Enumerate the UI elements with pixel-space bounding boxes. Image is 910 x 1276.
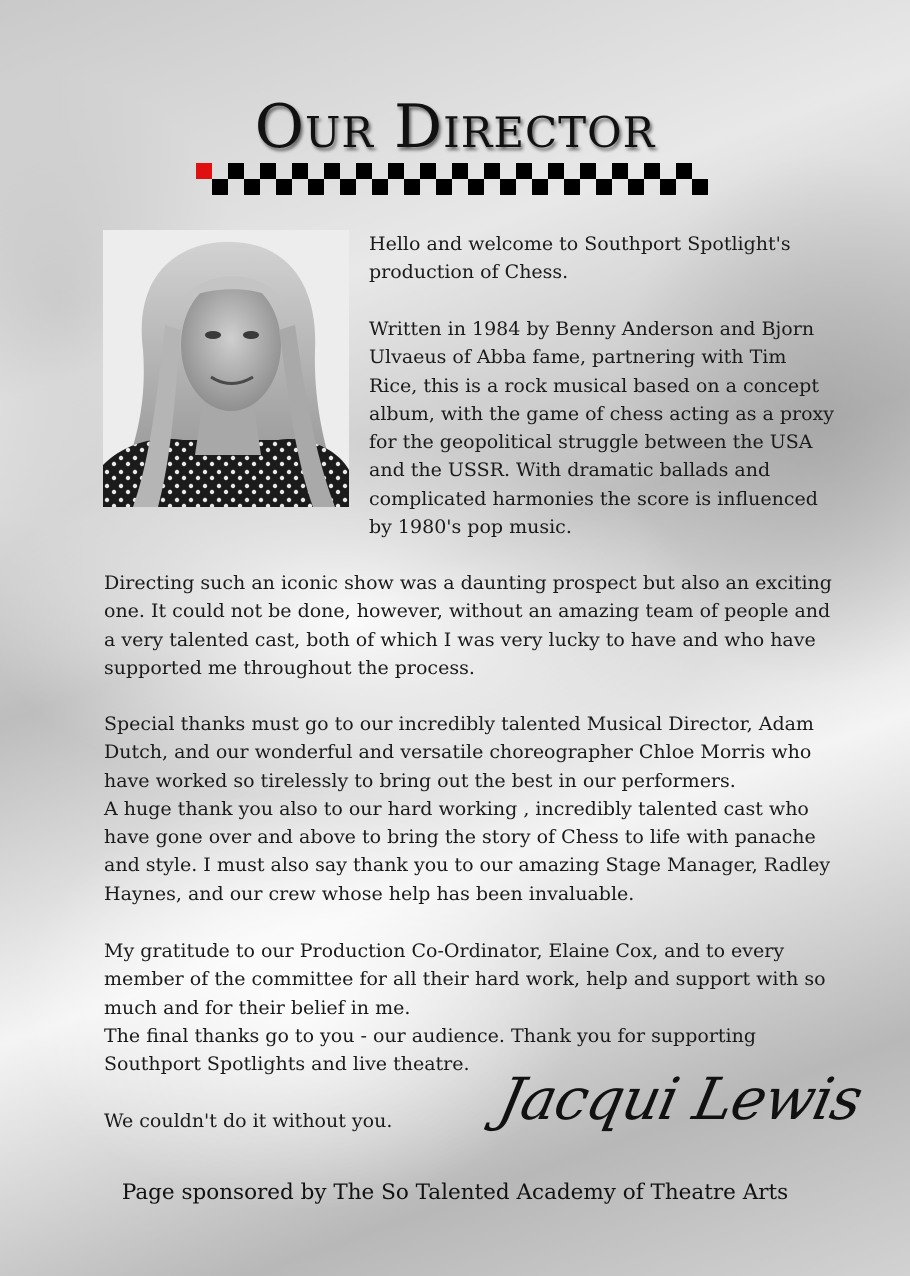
checker-square [356,163,372,179]
text-line: Directing such an iconic show was a daunting prospect but also an exciting [104,572,832,594]
checker-square [532,179,548,195]
intro-paragraph [369,230,791,287]
text-line: member of the committee for all their hard work, help and support with so [104,968,826,991]
directing-paragraph [104,569,832,682]
text-line: Special thanks must go to our incredibly talented Musical Director, Adam [104,713,814,735]
checker-square [308,179,324,195]
checkerboard-divider [196,163,716,199]
gratitude-paragraph [104,937,826,1078]
text-line: supported me throughout the process. [104,656,475,679]
checker-square [628,179,644,195]
checker-square [340,179,356,195]
checker-square [468,179,484,195]
text-line: Dutch, and our wonderful and versatile choreographer Chloe Morris who [104,741,812,764]
checker-square [228,163,244,179]
checker-square [260,163,276,179]
checker-square [660,179,676,195]
checker-square [516,163,532,179]
history-paragraph [369,315,834,541]
checker-square [548,163,564,179]
checker-square-red [196,163,212,179]
checker-square [644,163,660,179]
text-line: Rice, this is a rock musical based on a concept [369,374,819,397]
checker-square [212,179,228,195]
closing-line: We couldn't do it without you. [104,1110,393,1132]
text-line: A huge thank you also to our hard working , incredibly talented cast who [104,797,809,820]
checker-square [596,179,612,195]
text-line: production of Chess. [369,261,569,284]
checker-square [404,179,420,195]
checker-square [324,163,340,179]
director-photo [103,230,349,507]
checker-square [452,163,468,179]
text-line: and style. I must also say thank you to our amazing Stage Manager, Radley [104,854,831,877]
checker-square [500,179,516,195]
signature: Jacqui Lewis [492,1065,868,1133]
checker-square [692,179,708,195]
text-line: Southport Spotlights and live theatre. [104,1053,470,1076]
text-line: have worked so tirelessly to bring out the best in our performers. [104,769,736,792]
text-line: Written in 1984 by Benny Anderson and Bjorn [369,318,815,340]
text-line: The final thanks go to you - our audience. Thank you for supporting [104,1024,757,1047]
text-line: one. It could not be done, however, without an amazing team of people and [104,600,831,623]
text-line: Ulvaeus of Abba fame, partnering with Tim [369,346,787,369]
checker-square [292,163,308,179]
checker-square [436,179,452,195]
text-line: for the geopolitical struggle between the USA [369,431,813,454]
checker-square [276,179,292,195]
text-line: a very talented cast, both of which I was very lucky to have and who have [104,628,816,651]
checker-square [484,163,500,179]
text-line: Hello and welcome to Southport Spotlight's [369,233,791,255]
text-line: album, with the game of chess acting as a proxy [369,402,835,425]
checker-square [580,163,596,179]
text-line: complicated harmonies the score is influenced [369,487,818,510]
text-line: My gratitude to our Production Co-Ordinator, Elaine Cox, and to every [104,940,785,962]
checker-square [676,163,692,179]
text-line: by 1980's pop music. [369,516,572,539]
sponsor-line: Page sponsored by The So Talented Academy of Theatre Arts [121,1180,789,1205]
text-line: much and for their belief in me. [104,996,411,1019]
text-line: have gone over and above to bring the story of Chess to life with panache [104,826,816,849]
page-title: Our Director [254,92,656,162]
checker-square [244,179,260,195]
text-line: Haynes, and our crew whose help has been invaluable. [104,882,635,905]
checker-square [388,163,404,179]
checker-square [420,163,436,179]
checker-square [612,163,628,179]
thanks-paragraph [104,710,830,908]
checker-square [564,179,580,195]
text-line: and the USSR. With dramatic ballads and [369,459,771,482]
checker-square [372,179,388,195]
